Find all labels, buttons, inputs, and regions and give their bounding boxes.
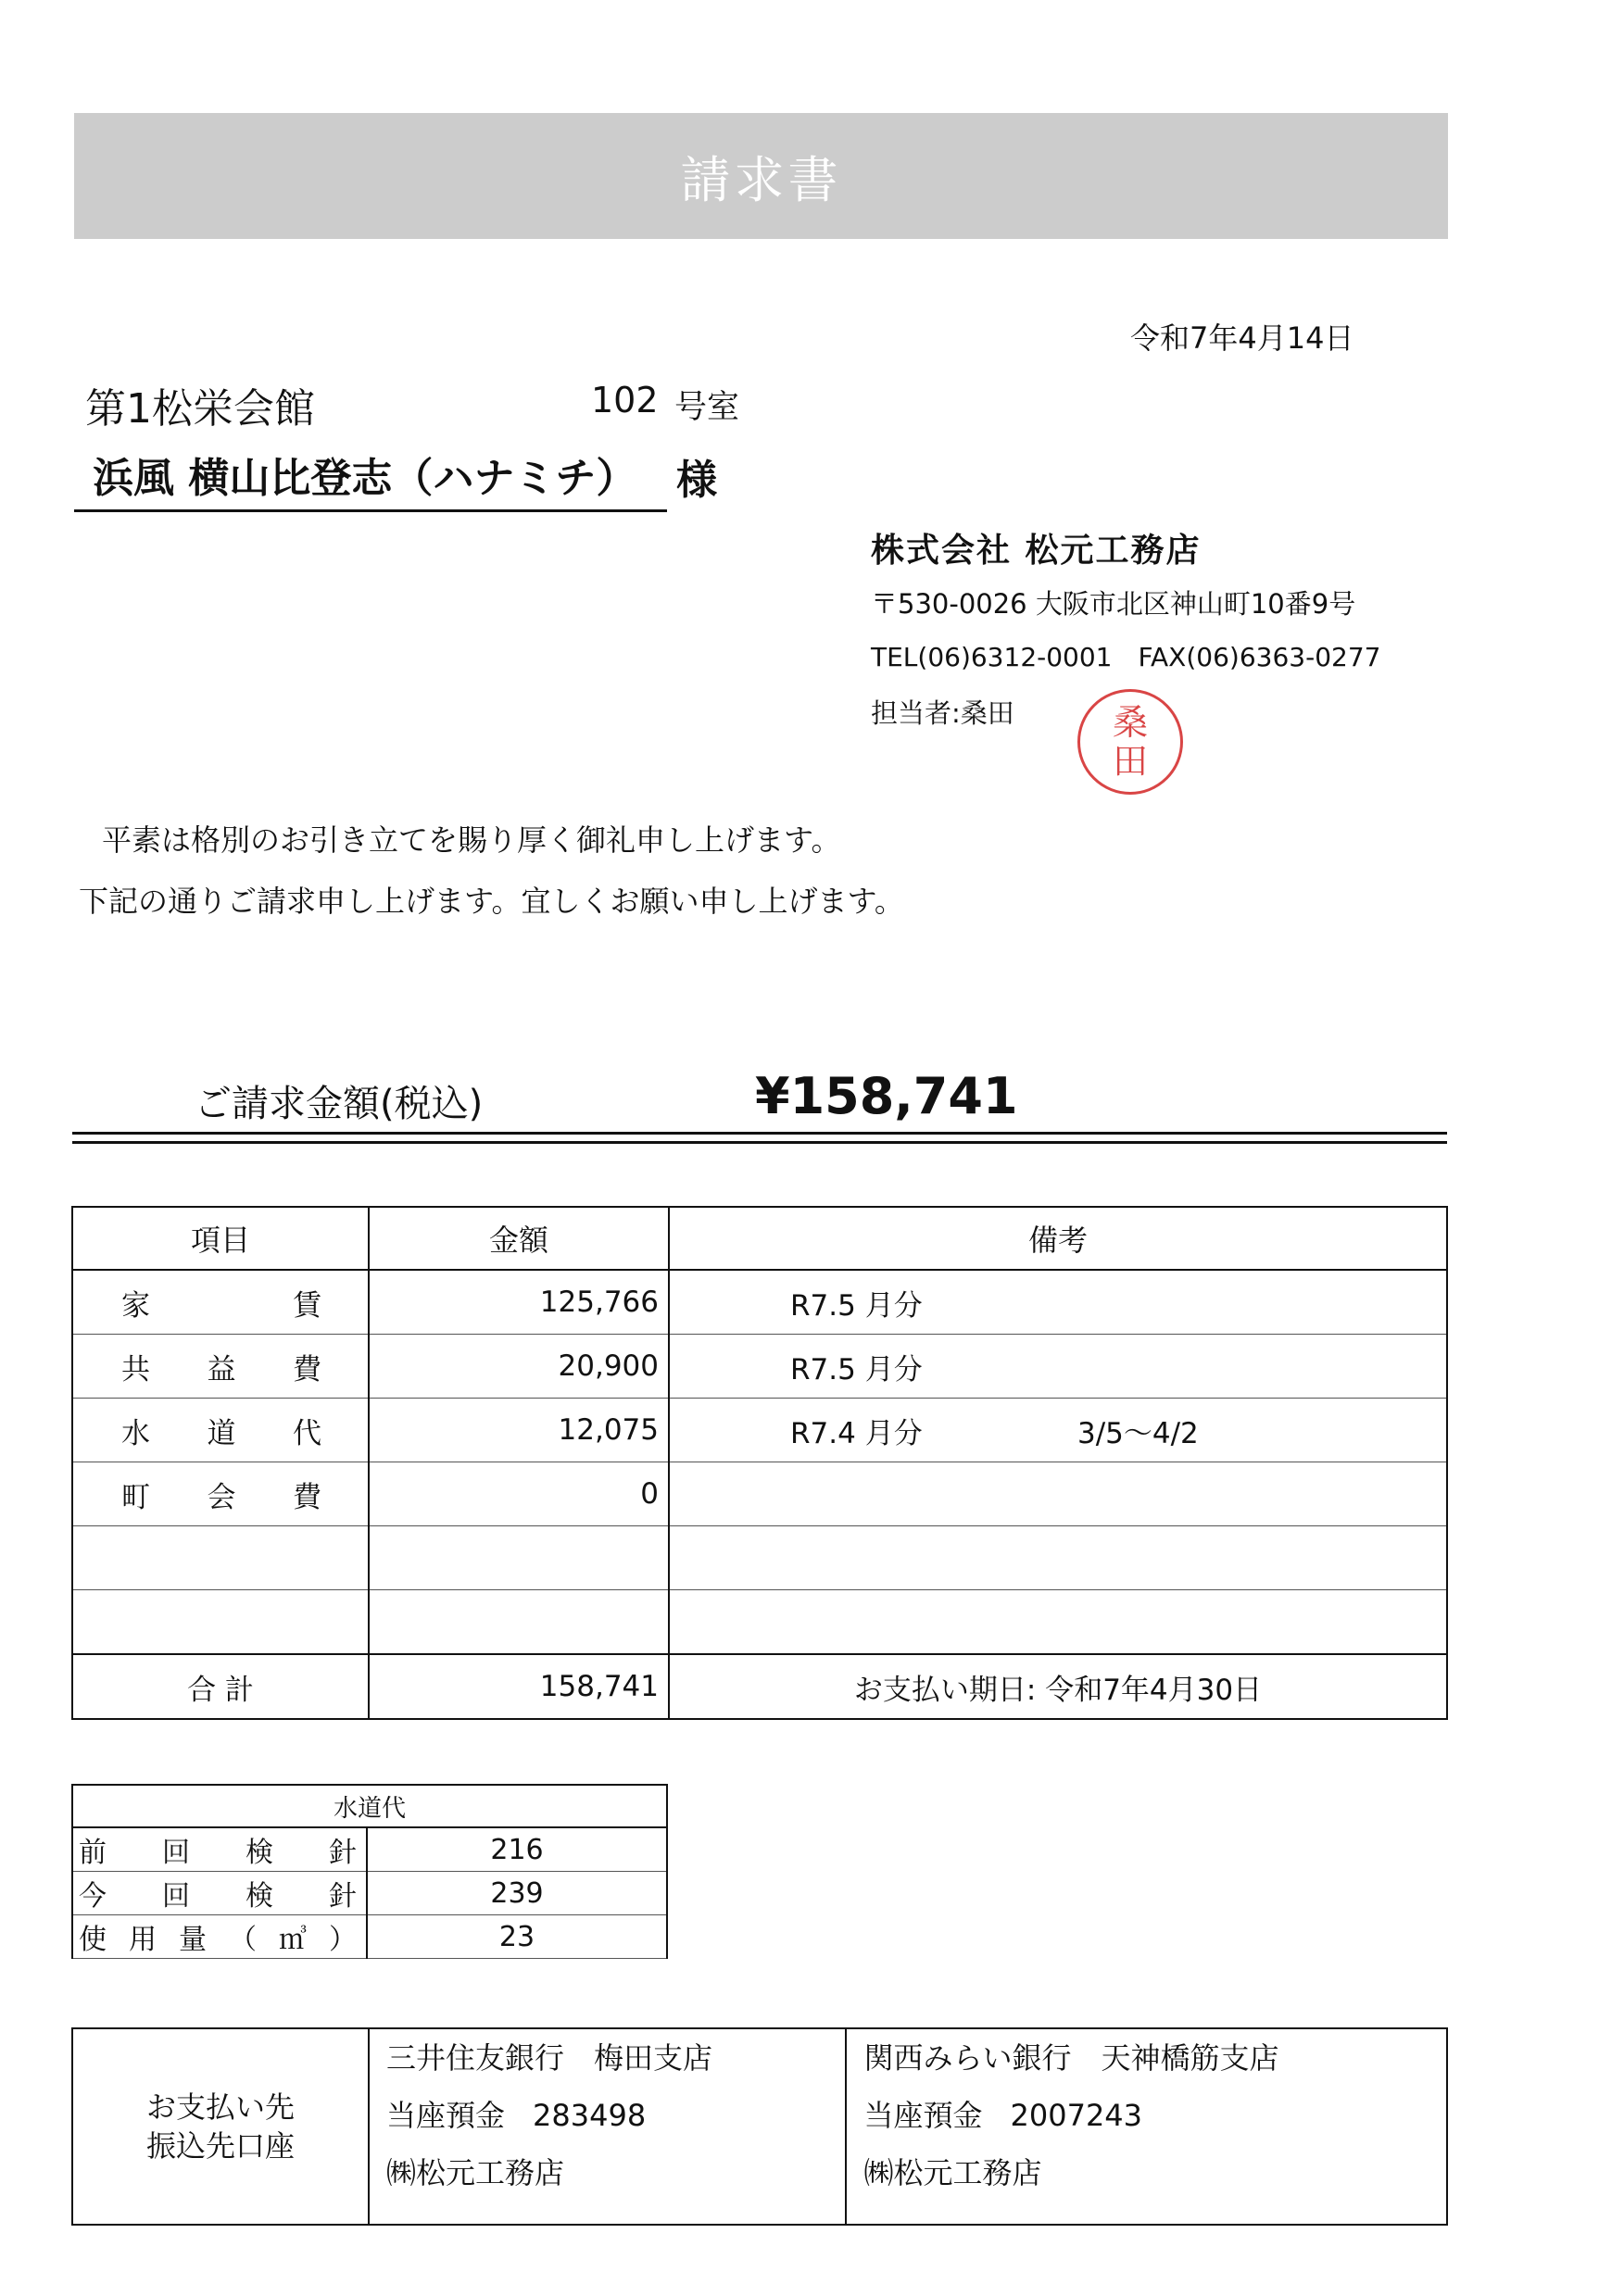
payment-destination-label: お支払い先 振込先口座 xyxy=(72,2028,369,2225)
item-name: 共 益 費 xyxy=(121,1352,321,1386)
greeting-line-2: 下記の通りご請求申し上げます。宜しくお願い申し上げます。 xyxy=(79,884,904,919)
item-remark: R7.5 月分 xyxy=(669,1270,1447,1335)
item-amount: 20,900 xyxy=(369,1335,669,1399)
column-header-remarks: 備考 xyxy=(669,1207,1447,1270)
column-header-item: 項目 xyxy=(72,1207,369,1270)
building-name: 第1松栄会館 xyxy=(85,385,315,433)
issuer-address: 〒530-0026 大阪市北区神山町10番9号 xyxy=(871,588,1356,620)
item-name: 家 賃 xyxy=(121,1288,321,1323)
total-amount-label: ご請求金額(税込) xyxy=(195,1083,484,1125)
table-row xyxy=(72,1270,1447,1335)
water-meter-table xyxy=(71,1784,668,1959)
meter-value: 239 xyxy=(367,1872,667,1915)
billing-period: 3/5～4/2 xyxy=(1077,1416,1199,1450)
item-remark xyxy=(669,1462,1447,1526)
room-number: 102 xyxy=(591,380,659,420)
bank-name: 三井住友銀行 梅田支店 xyxy=(386,2040,713,2076)
document-title: 請求書 xyxy=(680,150,842,209)
meter-label: 使 用 量 （ ㎥ ） xyxy=(79,1924,357,1956)
issuer-company: 株式会社 松元工務店 xyxy=(871,532,1202,570)
double-rule-bottom xyxy=(72,1141,1447,1144)
honorific: 様 xyxy=(676,457,717,504)
greeting-line-1: 平素は格別のお引き立てを賜り厚く御礼申し上げます。 xyxy=(102,822,841,858)
meter-value: 216 xyxy=(367,1827,667,1872)
account-number: 当座預金 2007243 xyxy=(863,2098,1143,2133)
recipient-name: 浜風 横山比登志（ハナミチ） xyxy=(93,455,637,502)
charges-header-row xyxy=(72,1207,1447,1270)
double-rule-top xyxy=(72,1132,1447,1135)
table-row xyxy=(72,1872,667,1915)
item-name: 水 道 代 xyxy=(121,1416,321,1450)
seal-char-1: 桑 xyxy=(1112,702,1148,743)
personal-seal-stamp xyxy=(1077,689,1183,795)
charges-table xyxy=(71,1206,1448,1720)
item-amount: 0 xyxy=(369,1462,669,1526)
title-bar xyxy=(74,113,1448,239)
account-number: 当座預金 283498 xyxy=(386,2098,647,2133)
meter-label: 前 回 検 針 xyxy=(79,1837,357,1869)
recipient-underline xyxy=(74,509,667,512)
item-remark: R7.5 月分 xyxy=(669,1335,1447,1399)
bank-account-1 xyxy=(369,2028,846,2225)
item-name: 町 会 費 xyxy=(121,1480,321,1514)
payment-account-table xyxy=(71,2027,1448,2226)
total-amount-value: ¥158,741 xyxy=(755,1067,1018,1125)
account-holder: ㈱松元工務店 xyxy=(863,2155,1042,2190)
table-row xyxy=(72,1335,1447,1399)
issue-date: 令和7年4月14日 xyxy=(1130,320,1354,356)
total-label: 合 計 xyxy=(72,1654,369,1719)
meter-value: 23 xyxy=(367,1915,667,1959)
total-row xyxy=(72,1654,1447,1719)
bank-name: 関西みらい銀行 天神橋筋支店 xyxy=(863,2040,1279,2076)
room-suffix: 号室 xyxy=(674,389,740,426)
table-row-empty xyxy=(72,1526,1447,1590)
item-amount: 12,075 xyxy=(369,1399,669,1462)
issuer-phone-fax: TEL(06)6312-0001 FAX(06)6363-0277 xyxy=(871,642,1381,672)
item-amount: 125,766 xyxy=(369,1270,669,1335)
issuer-contact: 担当者:桑田 xyxy=(871,697,1014,729)
column-header-amount: 金額 xyxy=(369,1207,669,1270)
account-holder: ㈱松元工務店 xyxy=(386,2155,565,2190)
item-remark: R7.4 月分 3/5～4/2 xyxy=(669,1399,1447,1462)
table-row xyxy=(72,1915,667,1959)
bank-account-2 xyxy=(846,2028,1447,2225)
water-table-title: 水道代 xyxy=(72,1785,667,1827)
table-row xyxy=(72,1827,667,1872)
table-row xyxy=(72,1399,1447,1462)
table-row-empty xyxy=(72,1590,1447,1655)
seal-char-2: 田 xyxy=(1112,741,1148,782)
table-row xyxy=(72,1462,1447,1526)
meter-label: 今 回 検 針 xyxy=(79,1880,357,1913)
total-amount: 158,741 xyxy=(369,1654,669,1719)
payment-due-date: お支払い期日: 令和7年4月30日 xyxy=(669,1654,1447,1719)
